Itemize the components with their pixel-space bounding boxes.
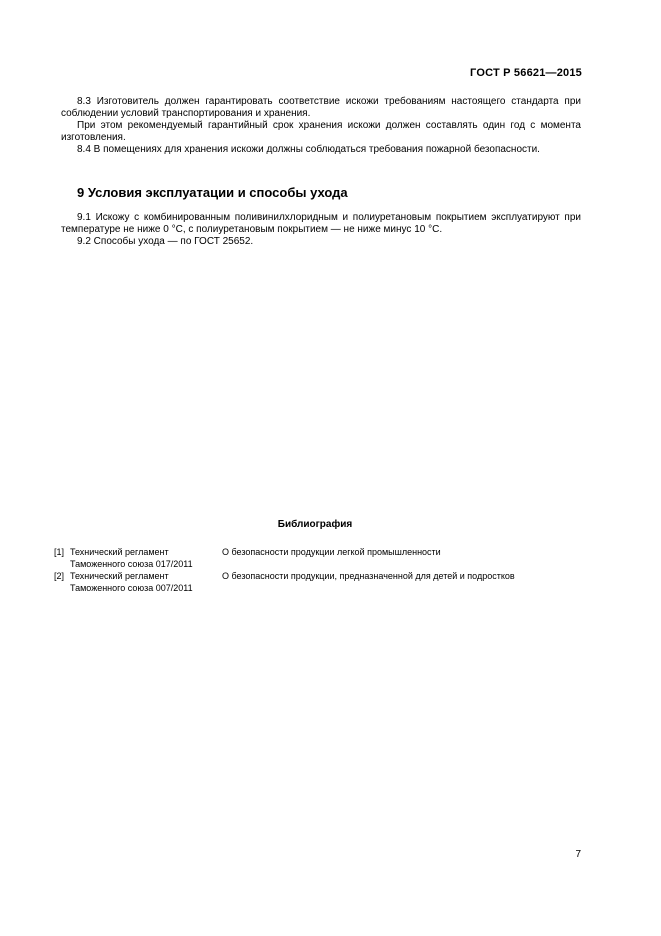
bibliography-entry-title: О безопасности продукции легкой промышленности (222, 547, 441, 557)
page-number: 7 (575, 849, 581, 860)
paragraph-9-1: 9.1 Искожу с комбинированным поливинилхлоридным и полиуретановым покрытием эксплуатируют при температуре не ниже 0 °С, с полиуретановым покрытием — не ниже минус 10 °С. (61, 212, 581, 235)
bibliography-source-line: Технический регламент (70, 547, 169, 557)
bibliography-entry-number: [1] (54, 547, 65, 557)
bibliography-entry-number: [2] (54, 571, 65, 581)
bibliography-entry-source (70, 570, 222, 594)
section-9-heading: 9 Условия эксплуатации и способы ухода (77, 185, 348, 200)
paragraph-8-3-continued: При этом рекомендуемый гарантийный срок хранения искожи должен составлять один год с момента изготовления. (61, 120, 581, 143)
bibliography-entry-source (70, 546, 222, 570)
bibliography-entry (54, 570, 594, 594)
paragraph-8-3: 8.3 Изготовитель должен гарантировать соответствие искожи требованиям настоящего стандарта при соблюдении условий транспортирования и хранения. (61, 96, 581, 119)
bibliography-source-line: Технический регламент (70, 571, 169, 581)
bibliography-entry-title: О безопасности продукции, предназначенной для детей и подростков (222, 571, 515, 581)
bibliography-title: Библиография (277, 519, 353, 530)
bibliography-list (54, 546, 594, 594)
bibliography-source-line: Таможенного союза 007/2011 (70, 583, 193, 593)
document-code: ГОСТ Р 56621—2015 (470, 67, 582, 79)
section-8-text (61, 96, 581, 156)
section-9-text (61, 212, 581, 248)
paragraph-8-4: 8.4 В помещениях для хранения искожи должны соблюдаться требования пожарной безопасности. (77, 144, 540, 155)
bibliography-entry (54, 546, 594, 570)
paragraph-9-2: 9.2 Способы ухода — по ГОСТ 25652. (77, 236, 254, 247)
bibliography-source-line: Таможенного союза 017/2011 (70, 559, 193, 569)
